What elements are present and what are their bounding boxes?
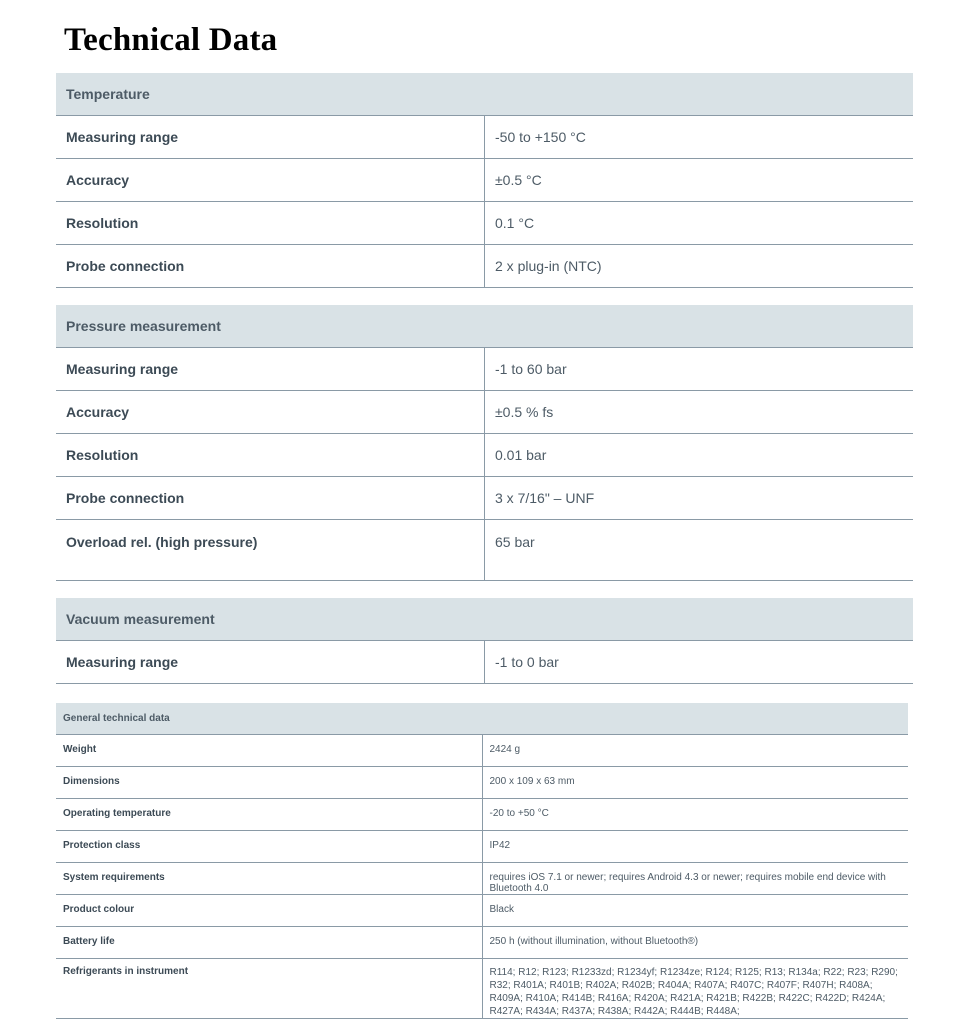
row-label: Product colour bbox=[56, 895, 482, 927]
row-value: 0.01 bar bbox=[485, 434, 914, 477]
table-row bbox=[56, 927, 908, 959]
row-label: Dimensions bbox=[56, 767, 482, 799]
row-label: Operating temperature bbox=[56, 799, 482, 831]
row-value: 2 x plug-in (NTC) bbox=[485, 245, 914, 288]
row-value: -1 to 0 bar bbox=[485, 641, 914, 684]
row-value: 3 x 7/16" – UNF bbox=[485, 477, 914, 520]
general-header: General technical data bbox=[56, 703, 908, 735]
table-row bbox=[56, 477, 913, 520]
row-value: ±0.5 °C bbox=[485, 159, 914, 202]
row-label: Accuracy bbox=[56, 159, 485, 202]
row-label: Measuring range bbox=[56, 348, 485, 391]
row-value: 2424 g bbox=[482, 735, 908, 767]
row-label: Resolution bbox=[56, 434, 485, 477]
row-label: Probe connection bbox=[56, 245, 485, 288]
pressure-header: Pressure measurement bbox=[56, 305, 913, 348]
row-value: R114; R12; R123; R1233zd; R1234yf; R1234ze; R124; R125; R13; R134a; R22; R23; R290; R32; R401A; R401B; R402A; R402B; R404A; R407A; R407C; R407F; R407H; R408A; R409A; R410A; R414B; R416A; R420A; R421A; R421B; R422B; R422C; R422D; R424A; R427A; R434A; R437A; R438A; R442A; R444B; R448A; bbox=[482, 959, 908, 1019]
table-row bbox=[56, 391, 913, 434]
temperature-header: Temperature bbox=[56, 73, 913, 116]
section-header bbox=[56, 73, 913, 116]
vacuum-header: Vacuum measurement bbox=[56, 598, 913, 641]
row-value: requires iOS 7.1 or newer; requires Android 4.3 or newer; requires mobile end device with Bluetooth 4.0 bbox=[482, 863, 908, 895]
table-row bbox=[56, 159, 913, 202]
row-value: -1 to 60 bar bbox=[485, 348, 914, 391]
table-row bbox=[56, 434, 913, 477]
row-value: -20 to +50 °C bbox=[482, 799, 908, 831]
row-value: 200 x 109 x 63 mm bbox=[482, 767, 908, 799]
row-value: -50 to +150 °C bbox=[485, 116, 914, 159]
table-row bbox=[56, 895, 908, 927]
table-row bbox=[56, 641, 913, 684]
row-label: Protection class bbox=[56, 831, 482, 863]
row-value: 65 bar bbox=[485, 520, 914, 581]
temperature-table bbox=[56, 73, 913, 288]
row-value: IP42 bbox=[482, 831, 908, 863]
table-row bbox=[56, 767, 908, 799]
table-row bbox=[56, 116, 913, 159]
table-row bbox=[56, 520, 913, 581]
pressure-table bbox=[56, 305, 913, 581]
table-row bbox=[56, 202, 913, 245]
row-label: Refrigerants in instrument bbox=[56, 959, 482, 1019]
table-row bbox=[56, 863, 908, 895]
row-label: Overload rel. (high pressure) bbox=[56, 520, 485, 581]
table-row bbox=[56, 735, 908, 767]
table-row bbox=[56, 245, 913, 288]
vacuum-table bbox=[56, 598, 913, 684]
row-label: Measuring range bbox=[56, 641, 485, 684]
row-label: Measuring range bbox=[56, 116, 485, 159]
row-label: Resolution bbox=[56, 202, 485, 245]
table-row bbox=[56, 831, 908, 863]
section-header bbox=[56, 305, 913, 348]
row-value: 0.1 °C bbox=[485, 202, 914, 245]
row-label: System requirements bbox=[56, 863, 482, 895]
row-value: Black bbox=[482, 895, 908, 927]
page-title: Technical Data bbox=[64, 22, 278, 58]
table-row bbox=[56, 959, 908, 1019]
row-label: Battery life bbox=[56, 927, 482, 959]
section-header bbox=[56, 703, 908, 735]
row-value: 250 h (without illumination, without Bluetooth®) bbox=[482, 927, 908, 959]
section-header bbox=[56, 598, 913, 641]
table-row bbox=[56, 348, 913, 391]
row-label: Weight bbox=[56, 735, 482, 767]
row-value: ±0.5 % fs bbox=[485, 391, 914, 434]
general-table bbox=[56, 703, 908, 1019]
row-label: Accuracy bbox=[56, 391, 485, 434]
table-row bbox=[56, 799, 908, 831]
row-label: Probe connection bbox=[56, 477, 485, 520]
